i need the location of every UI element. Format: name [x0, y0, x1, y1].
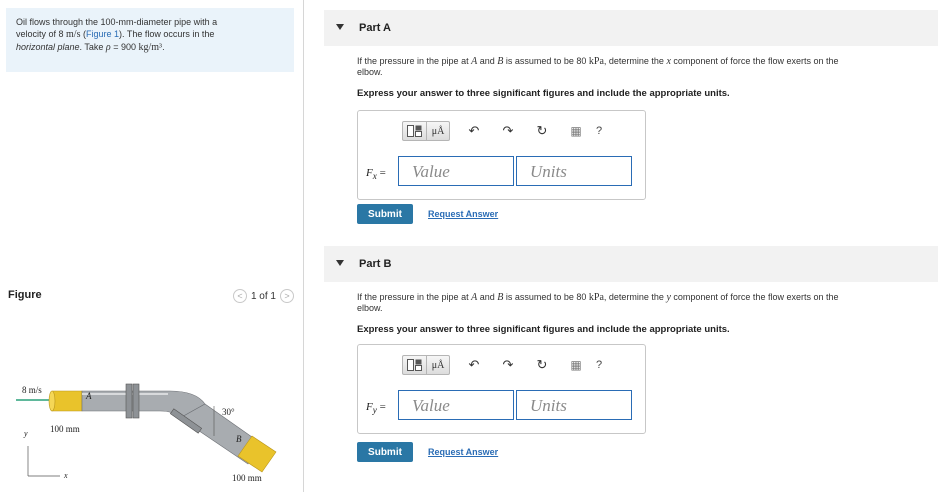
part-b-header[interactable] — [324, 246, 938, 282]
var-symbol: F — [366, 401, 373, 413]
toolbar-group — [402, 355, 450, 375]
part-a-title: Part A — [359, 22, 391, 34]
left-pane — [0, 0, 304, 492]
diameter-label-right: 100 mm — [232, 473, 262, 483]
problem-text: ( — [80, 29, 86, 39]
flange-2 — [133, 384, 139, 418]
question-text: and — [477, 292, 498, 302]
point-b: B — [497, 56, 504, 67]
value-input[interactable]: Value — [398, 156, 514, 186]
problem-line-1: Oil flows through the 100-mm-diameter pipe with a — [16, 17, 218, 27]
point-a: A — [471, 292, 478, 303]
question-text: If the pressure in the pipe at — [357, 292, 472, 302]
density-unit: kg/m³ — [138, 42, 163, 53]
redo-icon[interactable]: ↷ — [502, 357, 514, 372]
undo-icon[interactable]: ↶ — [468, 123, 480, 138]
axis-symbol: x — [666, 56, 671, 67]
pipe-horizontal — [82, 391, 205, 418]
question-text: , determine the — [603, 292, 667, 302]
greek-symbols-button[interactable]: μÅ — [426, 122, 449, 140]
part-a-section — [324, 10, 938, 240]
equals-sign: = — [376, 401, 386, 413]
y-axis-label: y — [24, 429, 28, 438]
templates-icon[interactable] — [403, 356, 426, 374]
part-b-question — [357, 292, 927, 314]
question-text: elbow. — [357, 303, 383, 313]
part-b-instruction: Express your answer to three significant figures and include the appropriate units. — [357, 324, 730, 335]
question-text: component of force the flow exerts on the — [670, 292, 839, 302]
rho-symbol: ρ — [105, 42, 111, 53]
question-text: is assumed to be 80 — [503, 56, 589, 66]
reset-icon[interactable]: ↻ — [536, 357, 548, 372]
point-b: B — [497, 292, 504, 303]
problem-text: = 900 — [110, 42, 139, 52]
undo-icon[interactable]: ↶ — [468, 357, 480, 372]
reset-icon[interactable]: ↻ — [536, 123, 548, 138]
part-b-answer-box — [357, 344, 646, 434]
oil-inlet-face — [49, 391, 55, 411]
math-toolbar — [402, 355, 602, 375]
figure-title: Figure — [8, 289, 42, 301]
pressure-unit: kPa — [588, 292, 604, 303]
units-input[interactable]: Units — [516, 156, 632, 186]
problem-text: . Take — [79, 42, 106, 52]
fx-label — [366, 167, 386, 181]
problem-text: velocity of 8 — [16, 29, 67, 39]
help-icon[interactable]: ? — [596, 359, 603, 371]
next-figure-button[interactable]: > — [280, 289, 294, 303]
request-answer-link[interactable]: Request Answer — [428, 447, 499, 457]
part-a-instruction: Express your answer to three significant figures and include the appropriate units. — [357, 88, 730, 99]
problem-text: . — [162, 42, 165, 52]
question-text: If the pressure in the pipe at — [357, 56, 472, 66]
prev-figure-button[interactable]: < — [233, 289, 247, 303]
axis-symbol: y — [666, 292, 671, 303]
velocity-label: 8 m/s — [22, 385, 42, 395]
keyboard-icon[interactable]: ▦ — [570, 124, 582, 138]
figure-pager — [233, 289, 294, 303]
angle-label: 30° — [222, 407, 235, 417]
flange-1 — [126, 384, 132, 418]
problem-text: ). The flow occurs in the — [119, 29, 215, 39]
templates-icon[interactable] — [403, 122, 426, 140]
fy-label — [366, 401, 386, 415]
part-b-title: Part B — [359, 258, 392, 270]
figure-link[interactable]: Figure 1 — [85, 29, 120, 39]
collapse-caret-icon[interactable] — [336, 24, 344, 30]
greek-symbols-button[interactable]: μÅ — [426, 356, 449, 374]
redo-icon[interactable]: ↷ — [502, 123, 514, 138]
value-input[interactable]: Value — [398, 390, 514, 420]
question-text: component of force the flow exerts on the — [670, 56, 839, 66]
submit-button[interactable]: Submit — [357, 442, 413, 462]
problem-italic-text: horizontal plane — [16, 42, 80, 52]
pipe-elbow-figure — [0, 366, 304, 492]
question-text: elbow. — [357, 67, 383, 77]
oil-inlet — [52, 391, 82, 411]
velocity-unit: m/s — [66, 29, 81, 40]
x-axis-label: x — [64, 471, 68, 480]
pager-text: 1 of 1 — [250, 290, 276, 302]
point-a: A — [471, 56, 478, 67]
toolbar-group — [402, 121, 450, 141]
question-text: , determine the — [603, 56, 667, 66]
keyboard-icon[interactable]: ▦ — [570, 358, 582, 372]
question-text: and — [477, 56, 498, 66]
part-a-answer-box — [357, 110, 646, 200]
figure-header — [8, 289, 294, 305]
part-a-question — [357, 56, 927, 78]
submit-button[interactable]: Submit — [357, 204, 413, 224]
part-b-section — [324, 246, 938, 476]
var-symbol: F — [366, 167, 373, 179]
var-subscript: y — [372, 405, 377, 416]
question-text: is assumed to be 80 — [503, 292, 589, 302]
help-icon[interactable]: ? — [596, 125, 603, 137]
point-a-label: A — [86, 391, 92, 401]
units-input[interactable]: Units — [516, 390, 632, 420]
math-toolbar — [402, 121, 602, 141]
pressure-unit: kPa — [588, 56, 604, 67]
problem-statement — [6, 8, 294, 72]
point-b-label: B — [236, 434, 242, 444]
equals-sign: = — [376, 167, 386, 179]
var-subscript: x — [372, 171, 377, 182]
request-answer-link[interactable]: Request Answer — [428, 209, 499, 219]
part-a-header[interactable] — [324, 10, 938, 46]
collapse-caret-icon[interactable] — [336, 260, 344, 266]
diameter-label-left: 100 mm — [50, 424, 80, 434]
